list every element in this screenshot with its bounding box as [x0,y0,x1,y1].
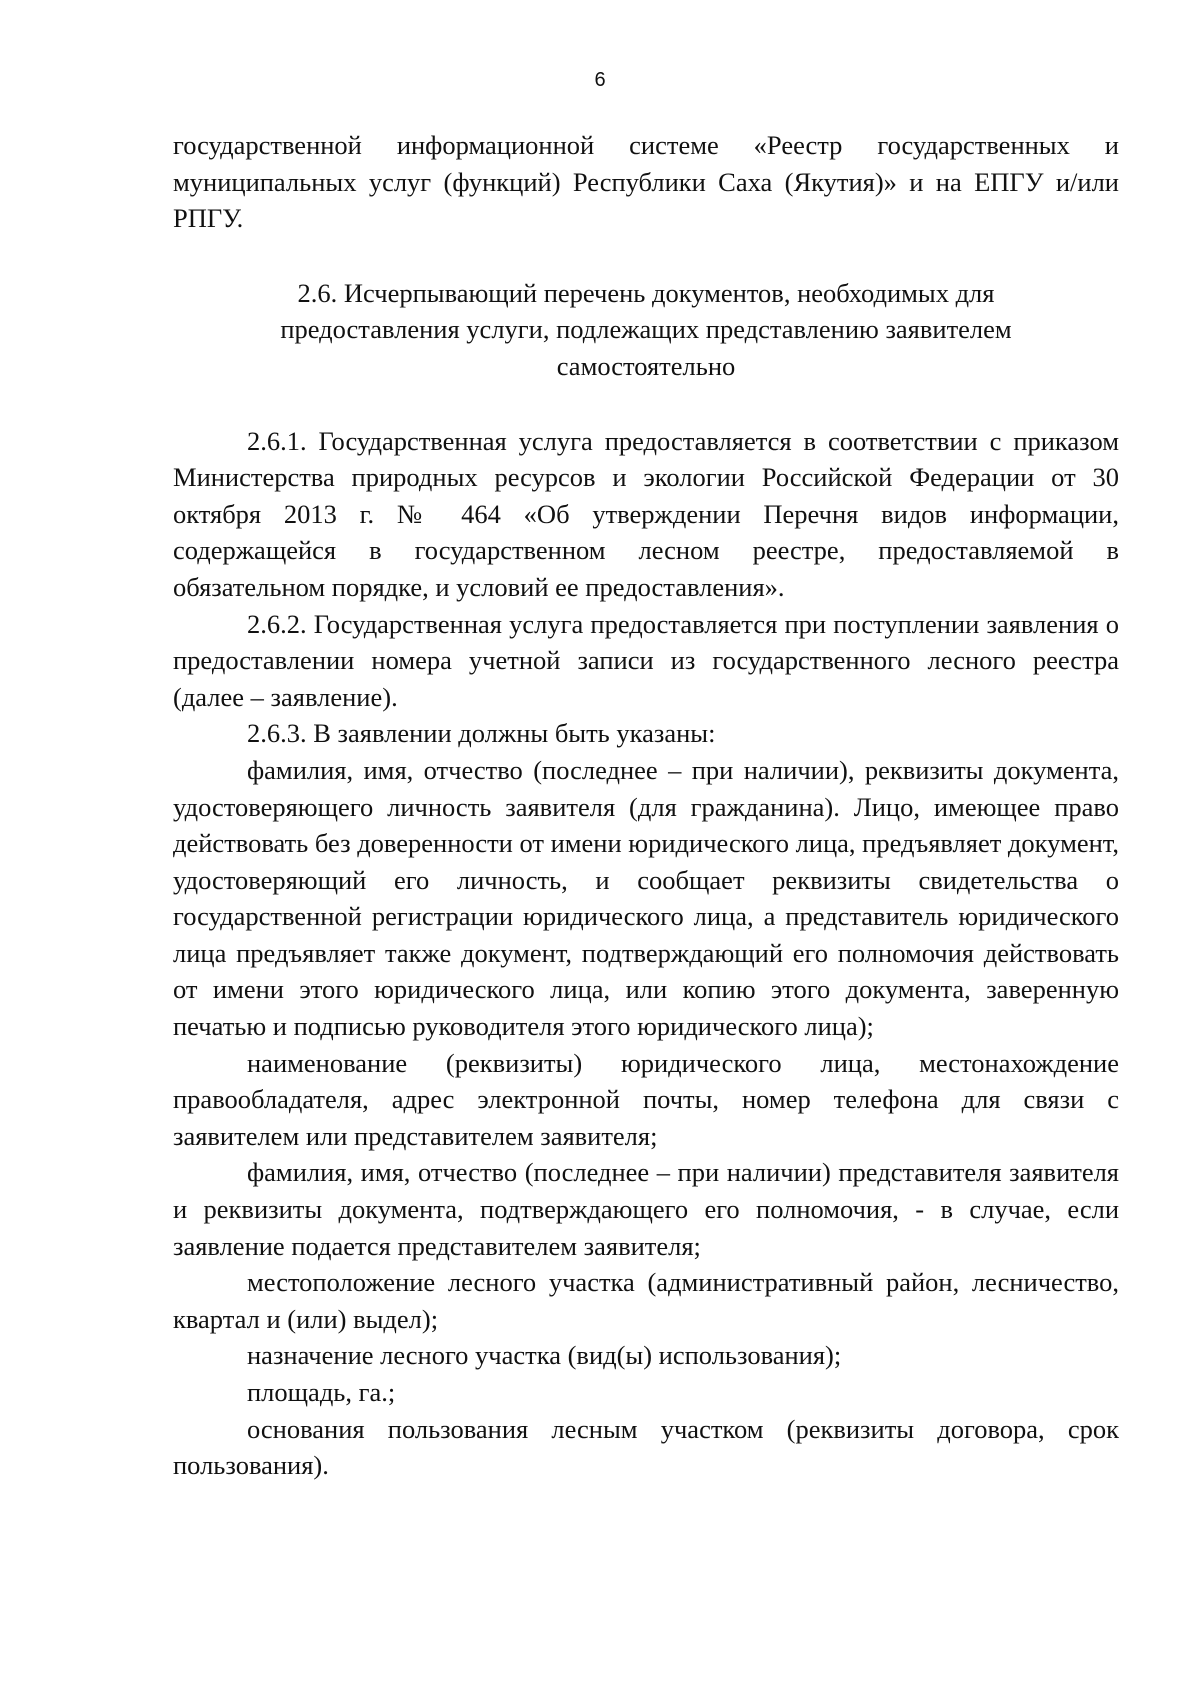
list-item-legal-entity-details: наименование (реквизиты) юридического лица, местонахождение правообладателя, адрес электронной почты, номер телефона для связи с заявителем или представителем заявителя; [173,1047,1119,1151]
paragraph-2-6-1: 2.6.1. Государственная услуга предоставляется в соответствии с приказом Министерства природных ресурсов и экологии Российской Федерации от 30 октября 2013 г. № 464 «Об утверждении Перечня видов информации, содержащейся в государственном лесном реестре, предоставляемой в обязательном порядке, и условий ее предоставления». [173,425,1119,602]
list-item-usage-grounds: основания пользования лесным участком (реквизиты договора, срок пользования). [173,1413,1119,1481]
intro-paragraph: государственной информационной системе «Реестр государственных и муниципальных услуг (функций) Республики Саха (Якутия)» и на ЕПГУ и/или РПГУ. [173,130,1119,234]
list-item-applicant-details: фамилия, имя, отчество (последнее – при наличии), реквизиты документа, удостоверяющего личность заявителя (для гражданина). Лицо, имеющее право действовать без доверенности от имени юридического лица, предъявляет документ, удостоверяющий его личность, и сообщает реквизиты свидетельства о государственной регистрации юридического лица, а представитель юридического лица предъявляет также документ, подтверждающий его полномочия действовать от имени этого юридического лица, или копию этого документа, заверенную печатью и подписью руководителя этого юридического лица); [173,754,1119,1042]
page-number: 6 [594,69,606,91]
section-heading: 2.6. Исчерпывающий перечень документов, необходимых для предоставления услуги, подлежащих представлению заявителем самостоятельно [280,277,1012,381]
paragraph-2-6-3: 2.6.3. В заявлении должны быть указаны: [247,718,716,749]
list-item-plot-area: площадь, га.; [247,1377,396,1407]
document-body [173,127,1119,1484]
list-item-plot-purpose: назначение лесного участка (вид(ы) использования); [247,1340,842,1371]
paragraph-2-6-2: 2.6.2. Государственная услуга предоставляется при поступлении заявления о предоставлении номера учетной записи из государственного лесного реестра (далее – заявление). [173,608,1119,712]
list-item-representative-details: фамилия, имя, отчество (последнее – при наличии) представителя заявителя и реквизиты документа, подтверждающего его полномочия, - в случае, если заявление подается представителем заявителя; [173,1157,1119,1261]
list-item-plot-location: местоположение лесного участка (административный район, лесничество, квартал и (или) выдел); [173,1267,1119,1334]
